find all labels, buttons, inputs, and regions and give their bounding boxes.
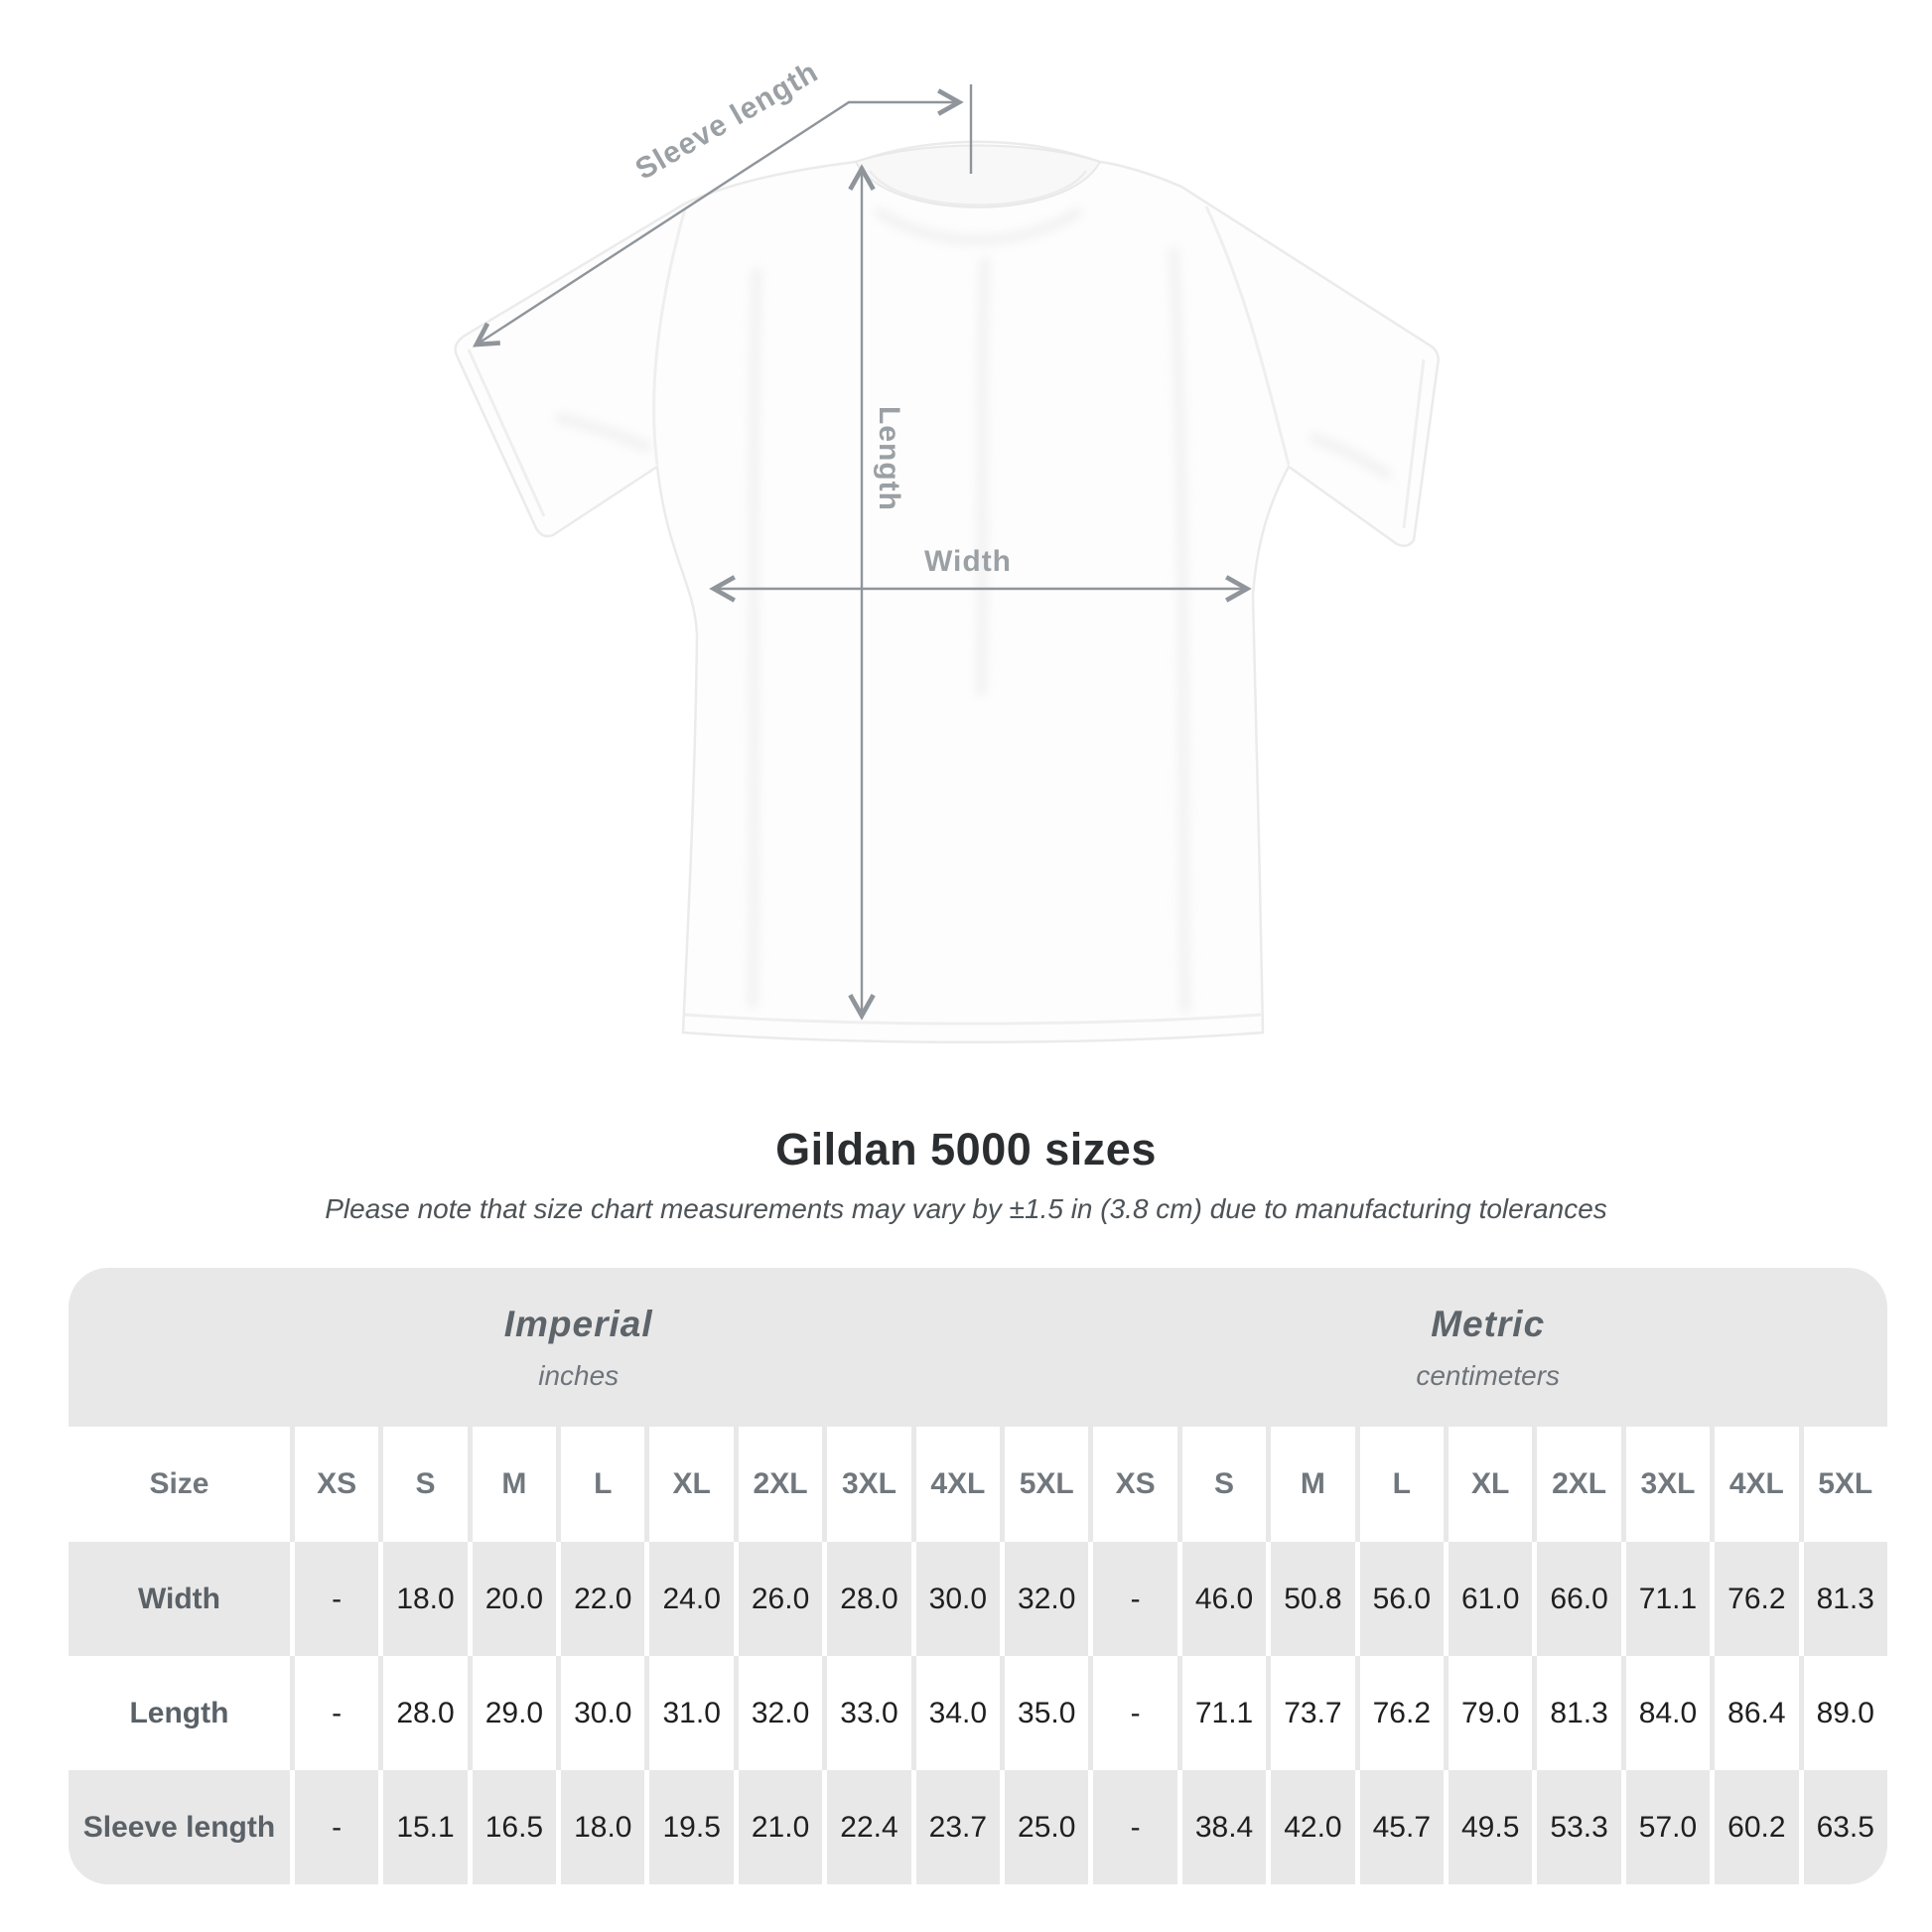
measurement-value-cell: 76.2 (1355, 1656, 1444, 1770)
size-table-rows (69, 1427, 1887, 1884)
measurement-value-cell: 18.0 (556, 1770, 644, 1884)
tshirt-body (456, 142, 1439, 1042)
table-row (69, 1542, 1887, 1656)
measurement-value-cell: 34.0 (911, 1656, 1000, 1770)
measurement-value-cell: 32.0 (1000, 1542, 1088, 1656)
measurement-value-cell: 81.3 (1799, 1542, 1887, 1656)
measurement-value-cell: 71.1 (1177, 1656, 1266, 1770)
metric-unit: centimeters (1416, 1359, 1561, 1391)
length-label: Length (873, 406, 905, 511)
size-header-cell: XS (1088, 1427, 1176, 1542)
measurement-row-label: Length (129, 1696, 229, 1729)
measurement-value-cell: - (290, 1656, 378, 1770)
size-column-header: Size (149, 1467, 209, 1500)
size-header-cell: 3XL (822, 1427, 910, 1542)
sleeve-length-label: Sleeve length (629, 55, 824, 187)
measurement-value-cell: - (290, 1542, 378, 1656)
table-row (69, 1770, 1887, 1884)
measurement-value-cell: 84.0 (1621, 1656, 1710, 1770)
size-header-cell: 3XL (1621, 1427, 1710, 1542)
measurement-value-cell: 81.3 (1532, 1656, 1620, 1770)
imperial-unit: inches (538, 1359, 620, 1391)
measurement-value-cell: 28.0 (378, 1656, 467, 1770)
measurement-value-cell: 45.7 (1355, 1770, 1444, 1884)
measurement-value-cell: 18.0 (378, 1542, 467, 1656)
measurement-value-cell: 60.2 (1710, 1770, 1798, 1884)
measurement-value-cell: 28.0 (822, 1542, 910, 1656)
measurement-value-cell: 24.0 (644, 1542, 733, 1656)
measurement-value-cell: 19.5 (644, 1770, 733, 1884)
measurement-value-cell: 50.8 (1266, 1542, 1354, 1656)
measurement-value-cell: 26.0 (734, 1542, 822, 1656)
size-header-cell: M (468, 1427, 556, 1542)
measurement-value-cell: 56.0 (1355, 1542, 1444, 1656)
metric-title: Metric (1431, 1303, 1546, 1344)
measurement-value-cell: 30.0 (556, 1656, 644, 1770)
size-header-cell: 2XL (1532, 1427, 1620, 1542)
measurement-value-cell: 30.0 (911, 1542, 1000, 1656)
page-title: Gildan 5000 sizes (775, 1124, 1157, 1174)
imperial-title: Imperial (503, 1303, 653, 1344)
table-row (69, 1656, 1887, 1770)
measurement-value-cell: 49.5 (1444, 1770, 1532, 1884)
measurement-value-cell: 73.7 (1266, 1656, 1354, 1770)
measurement-value-cell: - (1088, 1656, 1176, 1770)
measurement-value-cell: 20.0 (468, 1542, 556, 1656)
measurement-value-cell: 16.5 (468, 1770, 556, 1884)
measurement-value-cell: 71.1 (1621, 1542, 1710, 1656)
size-header-cell: S (378, 1427, 467, 1542)
size-table (69, 1268, 1887, 1884)
measurement-value-cell: 22.0 (556, 1542, 644, 1656)
measurement-value-cell: 42.0 (1266, 1770, 1354, 1884)
tshirt-illustration (456, 142, 1439, 1042)
size-header-cell: M (1266, 1427, 1354, 1542)
size-header-cell: L (1355, 1427, 1444, 1542)
measurement-value-cell: 79.0 (1444, 1656, 1532, 1770)
tolerance-note: Please note that size chart measurements may vary by ±1.5 in (3.8 cm) due to manufacturing tolerances (325, 1193, 1607, 1224)
measurement-value-cell: 76.2 (1710, 1542, 1798, 1656)
measurement-value-cell: 32.0 (734, 1656, 822, 1770)
metric-section-header (1088, 1268, 1887, 1427)
measurement-value-cell: 46.0 (1177, 1542, 1266, 1656)
measurement-value-cell: - (290, 1770, 378, 1884)
measurement-value-cell: 66.0 (1532, 1542, 1620, 1656)
measurement-value-cell: 22.4 (822, 1770, 910, 1884)
measurement-value-cell: 21.0 (734, 1770, 822, 1884)
size-header-cell: XS (290, 1427, 378, 1542)
width-label: Width (923, 545, 1013, 578)
measurement-value-cell: 35.0 (1000, 1656, 1088, 1770)
size-header-cell: XL (644, 1427, 733, 1542)
measurement-value-cell: 86.4 (1710, 1656, 1798, 1770)
size-header-cell: S (1177, 1427, 1266, 1542)
size-header-cell: 2XL (734, 1427, 822, 1542)
size-header-cell: 5XL (1000, 1427, 1088, 1542)
measurement-value-cell: 63.5 (1799, 1770, 1887, 1884)
unit-header-band (69, 1268, 1887, 1427)
table-row (69, 1427, 1887, 1542)
measurement-row-label: Width (137, 1582, 220, 1615)
measurement-value-cell: 15.1 (378, 1770, 467, 1884)
measurement-value-cell: 61.0 (1444, 1542, 1532, 1656)
measurement-value-cell: - (1088, 1542, 1176, 1656)
size-header-cell: 5XL (1799, 1427, 1887, 1542)
measurement-value-cell: 31.0 (644, 1656, 733, 1770)
measurement-value-cell: 33.0 (822, 1656, 910, 1770)
measurement-value-cell: 25.0 (1000, 1770, 1088, 1884)
measurement-value-cell: 89.0 (1799, 1656, 1887, 1770)
measurement-value-cell: 29.0 (468, 1656, 556, 1770)
size-header-cell: L (556, 1427, 644, 1542)
size-header-cell: 4XL (911, 1427, 1000, 1542)
measurement-value-cell: 57.0 (1621, 1770, 1710, 1884)
imperial-section-header (69, 1268, 1088, 1427)
measurement-value-cell: - (1088, 1770, 1176, 1884)
size-header-cell: XL (1444, 1427, 1532, 1542)
measurement-value-cell: 38.4 (1177, 1770, 1266, 1884)
measurement-value-cell: 53.3 (1532, 1770, 1620, 1884)
size-header-cell: 4XL (1710, 1427, 1798, 1542)
measurement-row-label: Sleeve length (82, 1810, 276, 1844)
measurement-value-cell: 23.7 (911, 1770, 1000, 1884)
